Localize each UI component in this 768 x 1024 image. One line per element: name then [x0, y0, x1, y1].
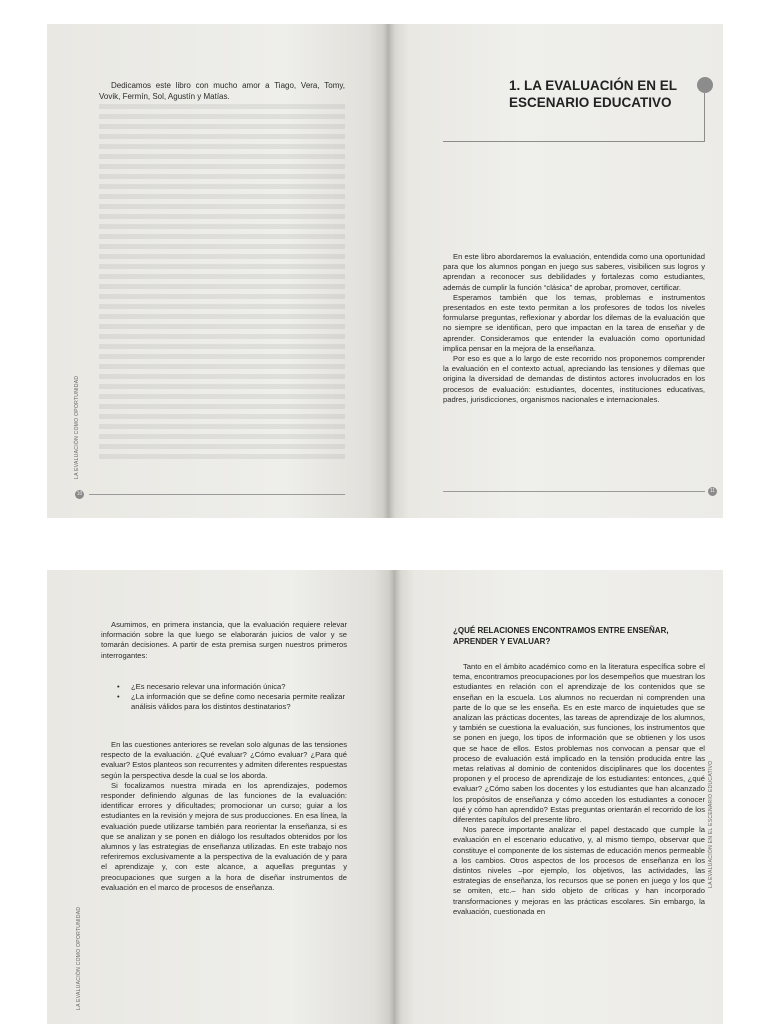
section-body — [453, 662, 705, 917]
running-side-label: LA EVALUACIÓN COMO OPORTUNIDAD — [76, 906, 82, 1010]
chapter-rule-horizontal — [443, 141, 705, 142]
list-item: • ¿La información que se define como necesaria permite realizar análisis válidos para los distintos destinatarios? — [117, 692, 345, 712]
paragraph: Nos parece importante analizar el papel destacado que cumple la evaluación en el escenario educativo, y, al mismo tiempo, observar que constituye el componente de los sistemas de educación menos permeable a los cambios. Otros aspectos de los procesos de enseñanza en los distintos niveles –por ejemplo, los objetivos, las actividades, las estrategias de enseñanza, los recursos que se ponen en juego y los que se omiten, etc.– han sido objeto de críticas y han incorporado transformaciones y mejoras en las prácticas escolares. Sin embargo, la evaluación, cuestionada en — [453, 825, 705, 916]
bottom-right-page — [395, 570, 723, 1024]
paragraph: En las cuestiones anteriores se revelan solo algunas de las tensiones respecto de la evaluación. ¿Qué evaluar? ¿Cómo evaluar? ¿Para qué evaluar? Estos planteos son recurrentes y admiten diferentes respuestas según la perspectiva desde la cual se los aborda. — [101, 740, 347, 780]
paragraph: En este libro abordaremos la evaluación, entendida como una oportunidad para que los alumnos pongan en juego sus saberes, visibilicen sus logros y aprendan a reconocer sus debilidades y fortalezas como estudiantes, además de cumplir la función “clásica” de aprobar, promover, certificar. — [443, 252, 705, 292]
question-list — [117, 682, 345, 713]
list-item: • ¿Es necesario relevar una información única? — [117, 682, 345, 692]
footer-rule — [89, 494, 345, 495]
top-right-page — [389, 24, 723, 518]
bottom-left-page — [47, 570, 395, 1024]
running-side-label: LA EVALUACIÓN EN EL ESCENARIO EDUCATIVO — [708, 760, 714, 888]
chapter-body — [443, 252, 705, 405]
section-heading: ¿QUÉ RELACIONES ENCONTRAMOS ENTRE ENSEÑAR, APRENDER Y EVALUAR? — [453, 626, 669, 646]
page-number-badge: 11 — [709, 488, 716, 494]
chapter-title: 1. LA EVALUACIÓN EN EL ESCENARIO EDUCATIVO — [509, 78, 677, 110]
bottom-book-spread — [47, 570, 723, 1024]
paragraph: Tanto en el ámbito académico como en la literatura específica sobre el tema, encontramos preocupaciones por los desempeños que muestran los estudiantes en relación con el aprendizaje de los contenidos que se enseñan en la escuela. Los alumnos no recuerdan ni comprenden una parte de lo que se les enseña. Es en este marco de inquietudes que se analizan las prácticas docentes, las tareas de aprendizaje de los alumnos, y también se cuestiona la evaluación, sus funciones, los instrumentos que se ponen en juego, los tipos de información que se obtienen y los usos que se hace de ellos. Estos problemas nos convocan a pensar que el proceso de evaluación está implicado en la tensión producida entre las metas relativas al dominio de contenidos disciplinares que los docentes proponen y el proceso de aprendizaje de los estudiantes: entonces, ¿qué evaluar? ¿Cómo saben los docentes y los estudiantes que han alcanzado los propósitos de enseñanza y cómo acceden los estudiantes a conocer qué y cómo han aprendido? Estas preguntas orientarán el recorrido de los diferentes capítulos del presente libro. — [453, 662, 705, 825]
body-text — [101, 740, 347, 893]
paragraph: Esperamos también que los temas, problemas e instrumentos presentados en este texto permitan a los profesores de todos los niveles formularse preguntas, reflexionar y abordar los dilemas de la evaluación que no siempre se identifican, pero que impactan en la tarea de enseñar y de aprender. Consideramos que entender la evaluación como oportunidad implica pensar en la mejora de la enseñanza. — [443, 292, 705, 353]
top-left-page — [47, 24, 389, 518]
paragraph: Asumimos, en primera instancia, que la evaluación requiere relevar información sobre la que luego se elaborarán juicios de valor y se tomarán decisiones. A partir de esta premisa surgen nuestros primeros interrogantes: — [101, 620, 347, 660]
book-gutter-shadow — [383, 24, 395, 518]
intro-paragraph — [101, 620, 347, 661]
chapter-rule-vertical — [704, 93, 705, 141]
chapter-dot-icon — [697, 77, 713, 93]
page-number-badge: 10 — [76, 491, 83, 497]
paragraph: Si focalizamos nuestra mirada en los aprendizajes, podemos responder definiendo algunas de las funciones de la evaluación: identificar errores y dificultades; promocionar un curso; guiar a los estudiantes en la revisión y mejora de sus producciones. En esa línea, la evaluación puede utilizarse también para reorientar la enseñanza, si es que se analizan y se ponen en diálogo los resultados obtenidos por los alumnos y las estrategias de enseñanza utilizadas. En este trabajo nos referiremos exclusivamente a la perspectiva de la evaluación de y para el aprendizaje y, con este alcance, a aquellas preguntas y preocupaciones que surgen a la hora de diseñar instrumentos de evaluación en el marco de procesos de enseñanza. — [101, 780, 347, 892]
show-through-text — [99, 104, 345, 464]
paragraph: Por eso es que a lo largo de este recorrido nos proponemos comprender la evaluación en el contexto actual, apreciando las tensiones y dilemas que origina la diversidad de demandas de distintos actores involucrados en los procesos de evaluación: estudiantes, docentes, instituciones educativas, padres, jurisdicciones, organismos nacionales e internacionales. — [443, 354, 705, 404]
running-side-label: LA EVALUACIÓN COMO OPORTUNIDAD — [74, 375, 80, 479]
footer-rule — [443, 491, 705, 492]
top-book-spread — [47, 24, 723, 518]
book-gutter-shadow — [389, 570, 401, 1024]
dedication-text: Dedicamos este libro con mucho amor a Tiago, Vera, Tomy, Vovik, Fermín, Sol, Agustín y Matías. — [99, 81, 345, 101]
